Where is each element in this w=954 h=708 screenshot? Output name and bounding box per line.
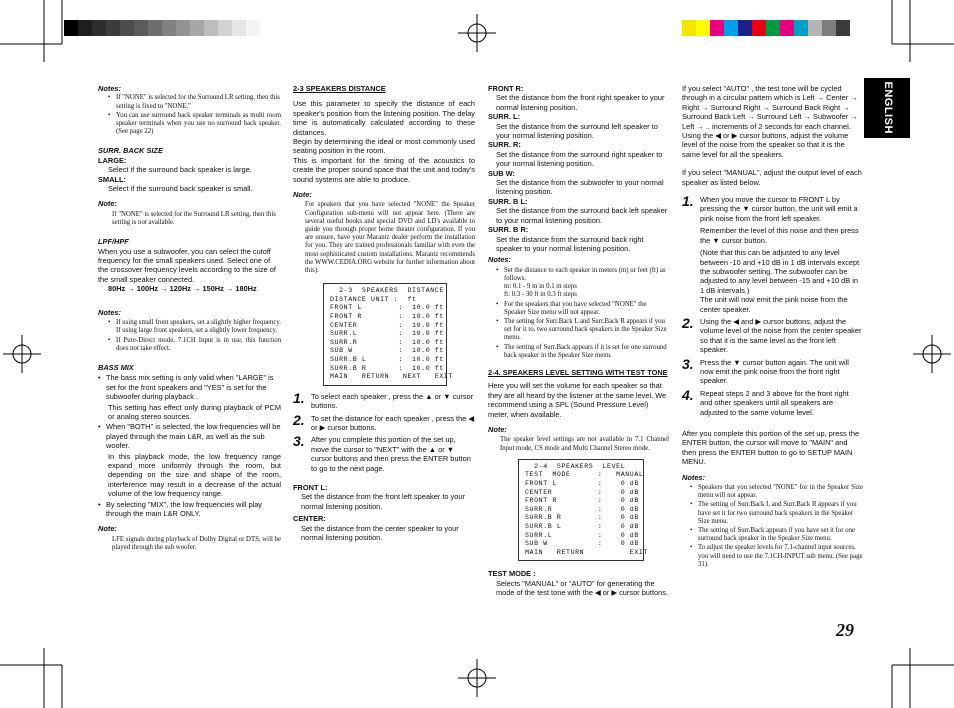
term-text: Set the distance from the front left speaker to your normal listening position. <box>301 492 465 511</box>
note-item: If Pure-Direct mode, 7.1CH Input is in use, this function does not take effect. <box>116 336 281 352</box>
calibration-swatch <box>780 20 794 36</box>
auto-text: Using the ◀ or ▶ cursor buttons, adjust the volume level of the noise from the speaker so that it is the same level for all the speakers. <box>682 131 849 159</box>
auto-text: If you select "AUTO" , the test tone will be cycled through in a circular pattern which is Left → Center → Right → Surround Right → Surround Back Right → Surround Back Left → Surround Left → Subwoofer → Left → .. increments of 2 seconds for each channel. <box>682 84 858 131</box>
osd-level-menu: 2-4 SPEAKERS LEVEL TEST MODE : MANUAL FRONT L : 0 dB CENTER : 0 dB FRONT R : 0 dB SURR.R : 0 dB SURR.B R : 0 dB SURR.B L : 0 dB SURR.L : 0 dB SUB W : 0 dB MAIN RETURN EXIT <box>518 459 644 562</box>
note-item: The setting of Surr.Back L and Surr.Back R appears if you have set it for two surround back speakers in the Speaker Size menu. <box>698 501 857 525</box>
intro-text: Here you will set the volume for each speaker so that they are all heard by the listener at the same level. We recommend using a SPL (Sound Pressure Level) meter, when available. <box>488 381 667 419</box>
term-text: Set the distance from the front right speaker to your normal listening position. <box>496 93 665 112</box>
calibration-swatch <box>204 20 218 36</box>
term-text: Set the distance from the subwoofer to your normal listening position. <box>496 178 664 197</box>
note-item: To adjust the speaker levels for 7.1-channel input sources, you will need to use the 7.1CH-INPUT sub menu. (See page 31). <box>698 544 863 568</box>
bass-item-detail: In this playback mode, the low frequency range expand more uniformly through the room, but depending on the size and shape of the room, interference may result in a decrease of the actual volume of the low frequency range. <box>108 451 281 499</box>
osd-distance-menu: 2-3 SPEAKERS DISTANCE DISTANCE UNIT : ft FRONT L : 10.0 ft FRONT R : 10.0 ft CENTER : 10.0 ft SURR.L : 10.0 ft SURR.R : 10.0 ft SUB W : 10.0 ft SURR.B L : 10.0 ft SURR.B R : 10.0 ft MAIN RETURN NEXT EXIT <box>323 283 447 386</box>
calibration-swatch <box>218 20 232 36</box>
note-heading: Note: <box>98 199 117 209</box>
term-text: Selects "MANUAL" or "AUTO" for generating the mode of the test tone with the ◀ or ▶ cursor buttons. <box>496 578 668 598</box>
surr-back-heading: SURR. BACK SIZE <box>98 146 163 156</box>
calibration-swatch <box>808 20 822 36</box>
bass-item: By selecting "MIX", the low frequencies will play through the main L&R ONLY. <box>106 499 263 519</box>
step-text: When you move the cursor to FRONT L by pressing the ▼ cursor button, the unit will emit a pink noise from the front left speaker. <box>700 195 858 223</box>
step-text: To set the distance for each speaker , press the ◀ or ▶ cursor buttons. <box>311 413 475 433</box>
lpf-text: When you use a subwoofer, you can select the cutoff frequency for the small speakers used. Select one of the crossover frequency levels according to the size of the small speaker connected. <box>98 246 276 284</box>
note-text: LFE signals during playback of Dolby Digital or DTS, will be played through the sub woofer. <box>112 535 281 552</box>
step-text: To select each speaker , press the ▲ or ▼ cursor buttons. <box>311 391 474 411</box>
notes-heading: Notes: <box>488 255 511 265</box>
step-text: (Note that this can be adjusted to any level between -10 and +10 dB in 1 dB intervals except the subwoofer setting. The subwoofer can be adjusted to any level between -15 and +10 dB in 1 dB intervals.) <box>700 248 860 295</box>
calibration-swatch <box>738 20 752 36</box>
note-item: If "NONE" is selected for the Surround LR setting, then this setting is fixed to "NONE." <box>116 94 280 110</box>
bass-mix-heading: BASS MIX <box>98 362 134 372</box>
calibration-swatch <box>134 20 148 36</box>
note-item: The setting of Surr.Back appears if it is set for one surround back speaker in the Speaker Size menu. <box>504 343 667 359</box>
calibration-swatch <box>696 20 710 36</box>
column-4: If you select "AUTO" , the test tone will be cycled through in a circular pattern which is Left → Center → Right → Surround Right → Surround Back Right → Surround Back Left → Surround Left → Subwoofer → Left → .. increments of 2 seconds for each channel. Using the ◀ or ▶ cursor buttons, adjust the volume level of the noise from the speaker so that it is the same level for all the speakers. If you select "MANUAL", adjust the output level of each speaker as listed below. 1. When you move the cursor to FRONT L by pressing the ▼ cursor button, the unit will emit a pink noise from the front left speaker. Remember the level of this noise and then press the ▼ cursor button. (Note that this can be adjusted to any level between -10 and +10 dB in 1 dB intervals except the subwoofer setting. The subwoofer can be adjusted to any level between -15 and +10 dB in 1 dB intervals.) The unit will now emit the pink noise from the center speaker. 2. Using the ◀ and ▶ cursor buttons, adjust the volume level of the noise from the center speaker so that it is the same level as the front left speaker. 3. Press the ▼ cursor button again. The unit will now emit the pink noise from the front right speaker. 4. Repeat steps 2 and 3 above for the front right and other speakers until all speakers are adjusted to the same volume level. After you complete this portion of the set up, press the ENTER button, the cursor will move to "MAIN" and then press the ENTER button to go to SETUP MAIN MENU. Notes: • Speakers that you selected "NONE" for in the Speaker Size menu will not appear. • The setting of Surr.Back L and Surr.Back R appears if you have set it for two surround back speakers in the Speaker Size menu. • The setting of Surr.Back appears if you have set it for one surround back speaker in the Speaker Size menu. • To adjust the speaker levels for 7.1-channel input sources, you will need to use the 7.1CH-INPUT sub menu. (See page 31). <box>682 84 863 568</box>
calibration-swatch <box>190 20 204 36</box>
section-title: 2-3 SPEAKERS DISTANCE <box>293 84 386 93</box>
large-label: LARGE: <box>98 155 127 165</box>
term-text: Set the distance from the surround back left speaker to your normal listening position. <box>496 206 668 225</box>
calibration-swatch <box>64 20 78 36</box>
term-label: SURR. B R: <box>488 225 529 235</box>
term-text: Set the distance from the surround right speaker to your normal listening position. <box>496 149 663 169</box>
step-text: After you complete this portion of the set up, move the cursor to "NEXT" with the ▲ or ▼ cursor buttons and then press the ENTER button to go to the next page. <box>311 435 471 473</box>
page-number: 29 <box>836 620 854 640</box>
intro-text: Begin by determining the ideal or most commonly used seating position in the room. <box>293 137 475 156</box>
calibration-swatch <box>246 20 260 36</box>
color-calibration-bar <box>682 20 850 36</box>
large-text: Select if the surround back speaker is large. <box>108 165 252 175</box>
step-text: Repeat steps 2 and 3 above for the front right and other speakers until all speakers are adjusted to the same volume level. <box>700 388 849 417</box>
notes-heading: Notes: <box>98 84 121 93</box>
language-tab-label: ENGLISH <box>881 81 894 135</box>
after-text: After you complete this portion of the set up, press the ENTER button, the cursor will move to "MAIN" and then press the ENTER button to go to SETUP MAIN MENU. <box>682 429 860 467</box>
calibration-swatch <box>120 20 134 36</box>
note-item: You can use surround back speaker terminals as multi room speaker terminals when you use no surround back speaker. (See page 22) <box>116 111 281 136</box>
calibration-swatch <box>836 20 850 36</box>
calibration-swatch <box>92 20 106 36</box>
note-item: If using small front speakers, set a slightly higher frequency. If using large front speakers, set a slightly lower frequency. <box>116 319 281 335</box>
bass-item-detail: This setting has effect only during playback of PCM or analog stereo sources. <box>108 402 281 421</box>
term-label: SURR. L: <box>488 112 521 122</box>
term-text: Set the distance from the center speaker to your normal listening position. <box>301 523 459 543</box>
term-text: Set the distance from the surround back right speaker to your normal listening position. <box>496 234 644 253</box>
intro-text: This is important for the timing of the acoustics to create the proper sound space that the unit and today's sound systems are able to produce. <box>293 155 475 184</box>
note-heading: Note: <box>488 424 507 434</box>
notes-heading: Notes: <box>98 307 121 317</box>
language-tab <box>864 78 910 138</box>
bass-item: The bass mix setting is only valid when "LARGE" is set for the front speakers and "YES" is set for the subwoofer during playback . <box>106 373 274 402</box>
calibration-swatch <box>162 20 176 36</box>
calibration-swatch <box>710 20 724 36</box>
note-text: For speakers that you have selected "NONE" the Speaker Configuration sub-menu will not appear here. (There are several useful books and special DVD and LD's available to guide you through proper home theater configuration. If you are unsure, have your Marantz dealer perform the installation for you. They are trained professionals familiar with even the most sophisticated custom installations. Marantz recommends the WWW.CEDIA.ORG website for further information about this). <box>305 201 475 275</box>
note-item: The setting for Surr.Back L and Surr.Back R appears if you set for it to, two surround back speakers in the Speaker Size menu. <box>504 317 667 342</box>
step-text: Remember the level of this noise and then press the ▼ cursor button. <box>700 226 859 245</box>
section-title: 2-4. SPEAKERS LEVEL SETTING WITH TEST TONE <box>488 367 668 377</box>
small-label: SMALL: <box>98 174 126 184</box>
note-item: Set the distance to each speaker in meters (m) or feet (ft) as follows. m: 0.1 - 9 m in 0.1 m steps ft: 0.3 - 30 ft in 0.3 ft steps <box>504 266 666 299</box>
term-label: FRONT R: <box>488 84 524 93</box>
column-3: FRONT R: Set the distance from the front right speaker to your normal listening position. SURR. L: Set the distance from the surround left speaker to your normal listening position. SURR. R: Set the distance from the surround right speaker to your normal listening position. SUB W: Set the distance from the subwoofer to your normal listening position. SURR. B L: Set the distance from the surround back left speaker to your normal listening position. SURR. B R: Set the distance from the surround back right speaker to your normal listening position. Notes: • Set the distance to each speaker in meters (m) or feet (ft) as follows. m: 0.1 - 9 m in 0.1 m steps ft: 0.3 - 30 ft in 0.3 ft steps • For the speakers that you have selected "NONE" the Speaker Size menu will not appear. • The setting for Surr.Back L and Surr.Back R appears if you set for it to, two surround back speakers in the Speaker Size menu. • The setting of Surr.Back appears if it is set for one surround back speaker in the Speaker Size menu. 2-4. SPEAKERS LEVEL SETTING WITH TEST TONE Here you will set the volume for each speaker so that they are all heard by the listener at the same level. We recommend using a SPL (Sound Pressure Level) meter, when available. Note: The speaker level settings are not available in 7.1 Channel Input mode, CS mode and Multi Channel Stereo mode. 2-4 SPEAKERS LEVEL TEST MODE : MANUAL FRONT L : 0 dB CENTER : 0 dB FRONT R : 0 dB SURR.R : 0 dB SURR.B R : 0 dB SURR.B L : 0 dB SURR.L : 0 dB SUB W : 0 dB MAIN RETURN EXIT TEST MODE : Selects "MANUAL" or "AUTO" for generating the mode of the test tone with the ◀ or ▶ cursor buttons. <box>488 84 669 598</box>
bass-item: When "BOTH" is selected, the low frequencies will be played through the main L&R, as well as the sub woofer. <box>106 422 281 451</box>
calibration-swatch <box>148 20 162 36</box>
note-text: If "NONE" is selected for the Surround LR setting, then this setting is not available. <box>112 210 276 227</box>
calibration-swatch <box>682 20 696 36</box>
step-text: Using the ◀ and ▶ cursor buttons, adjust the volume level of the noise from the center speaker so that it is the same level as the front left speaker. <box>700 316 862 355</box>
calibration-swatch <box>106 20 120 36</box>
term-label: FRONT L: <box>293 483 328 493</box>
term-label: SUB W: <box>488 168 515 178</box>
note-item: For the speakers that you have selected "NONE" the Speaker Size menu will not appear. <box>504 300 647 316</box>
calibration-swatch <box>822 20 836 36</box>
column-1: Notes: • If "NONE" is selected for the Surround LR setting, then this setting is fixed to "NONE." • You can use surround back speaker terminals as multi room speaker terminals when you use no surround back speaker. (See page 22) SURR. BACK SIZE LARGE: Select if the surround back speaker is large. SMALL: Select if the surround back speaker is small. Note: If "NONE" is selected for the Surround LR setting, then this setting is not available. LPF/HPF When you use a subwoofer, you can select the cutoff frequency for the small speakers used. Select one of the crossover frequency levels according to the size of the small speaker connected. 80Hz → 100Hz → 120Hz → 150Hz → 180Hz Notes: • If using small front speakers, set a slightly higher frequency. If using large front speakers, set a slightly lower frequency. • If Pure-Direct mode, 7.1CH Input is in use, this function does not take effect. BASS MIX • The bass mix setting is only valid when "LARGE" is set for the front speakers and "YES" is set for the subwoofer during playback . This setting has effect only during playback of PCM or analog stereo sources. • When "BOTH" is selected, the low frequencies will be played through the main L&R, as well as the sub woofer. In this playback mode, the low frequency range expand more uniformly through the room, but depending on the size and shape of the room, interference may result in a decrease of the actual volume of the low frequency range. • By selecting "MIX", the low frequencies will play through the main L&R ONLY. Note: LFE signals during playback of Dolby Digital or DTS, will be played through the sub woofer. <box>98 84 281 552</box>
note-item: The setting of Surr.Back appears if you have set it for one surround back speaker in the Speaker Size menu. <box>698 527 856 543</box>
term-label: CENTER: <box>293 514 326 524</box>
lpf-heading: LPF/HPF <box>98 237 129 247</box>
calibration-swatch <box>752 20 766 36</box>
lpf-frequencies: 80Hz → 100Hz → 120Hz → 150Hz → 180Hz <box>108 284 257 294</box>
calibration-swatch <box>724 20 738 36</box>
term-text: Set the distance from the surround left speaker to your normal listening position. <box>496 121 658 141</box>
step-text: Press the ▼ cursor button again. The unit will now emit the pink noise from the front right speaker. <box>700 357 849 386</box>
term-label: TEST MODE : <box>488 569 536 579</box>
intro-text: Use this parameter to specify the distance of each speaker's position from the listening position. The delay time is automatically calculated according to these distances. <box>293 99 475 137</box>
term-label: SURR. B L: <box>488 196 528 206</box>
note-text: The speaker level settings are not available in 7.1 Channel Input mode, CS mode and Multi Channel Stereo mode. <box>500 436 669 452</box>
note-heading: Note: <box>293 190 312 200</box>
note-item: Speakers that you selected "NONE" for in the Speaker Size menu will not appear. <box>698 484 863 500</box>
term-label: SURR. R: <box>488 140 521 150</box>
small-text: Select if the surround back speaker is small. <box>108 184 253 194</box>
calibration-swatch <box>176 20 190 36</box>
calibration-swatch <box>766 20 780 36</box>
calibration-swatch <box>794 20 808 36</box>
column-2: 2-3 SPEAKERS DISTANCE Use this parameter to specify the distance of each speaker's position from the listening position. The delay time is automatically calculated according to these distances. Begin by determining the ideal or most commonly used seating position in the room. This is important for the timing of the acoustics to create the proper sound space that the unit and today's sound systems are able to produce. Note: For speakers that you have selected "NONE" the Speaker Configuration sub-menu will not appear here. (There are several useful books and special DVD and LD's available to guide you through proper home theater configuration. If you are unsure, have your Marantz dealer perform the installation for you. They are trained professionals familiar with even the most sophisticated custom installations. Marantz recommends the WWW.CEDIA.ORG website for further information about this). 2-3 SPEAKERS DISTANCE DISTANCE UNIT : ft FRONT L : 10.0 ft FRONT R : 10.0 ft CENTER : 10.0 ft SURR.L : 10.0 ft SURR.R : 10.0 ft SUB W : 10.0 ft SURR.B L : 10.0 ft SURR.B R : 10.0 ft MAIN RETURN NEXT EXIT 1. To select each speaker , press the ▲ or ▼ cursor buttons. 2. To set the distance for each speaker , press the ◀ or ▶ cursor buttons. 3. After you complete this portion of the set up, move the cursor to "NEXT" with the ▲ or ▼ cursor buttons and then press the ENTER button to go to the next page. FRONT L: Set the distance from the front left speaker to your normal listening position. CENTER: Set the distance from the center speaker to your normal listening position. <box>293 84 475 543</box>
calibration-swatch <box>78 20 92 36</box>
step-text: The unit will now emit the pink noise from the center speaker. <box>700 295 848 314</box>
gray-calibration-bar <box>64 20 260 36</box>
note-heading: Note: <box>98 524 117 534</box>
notes-heading: Notes: <box>682 472 705 482</box>
calibration-swatch <box>232 20 246 36</box>
manual-text: If you select "MANUAL", adjust the output level of each speaker as listed below. <box>682 168 862 187</box>
